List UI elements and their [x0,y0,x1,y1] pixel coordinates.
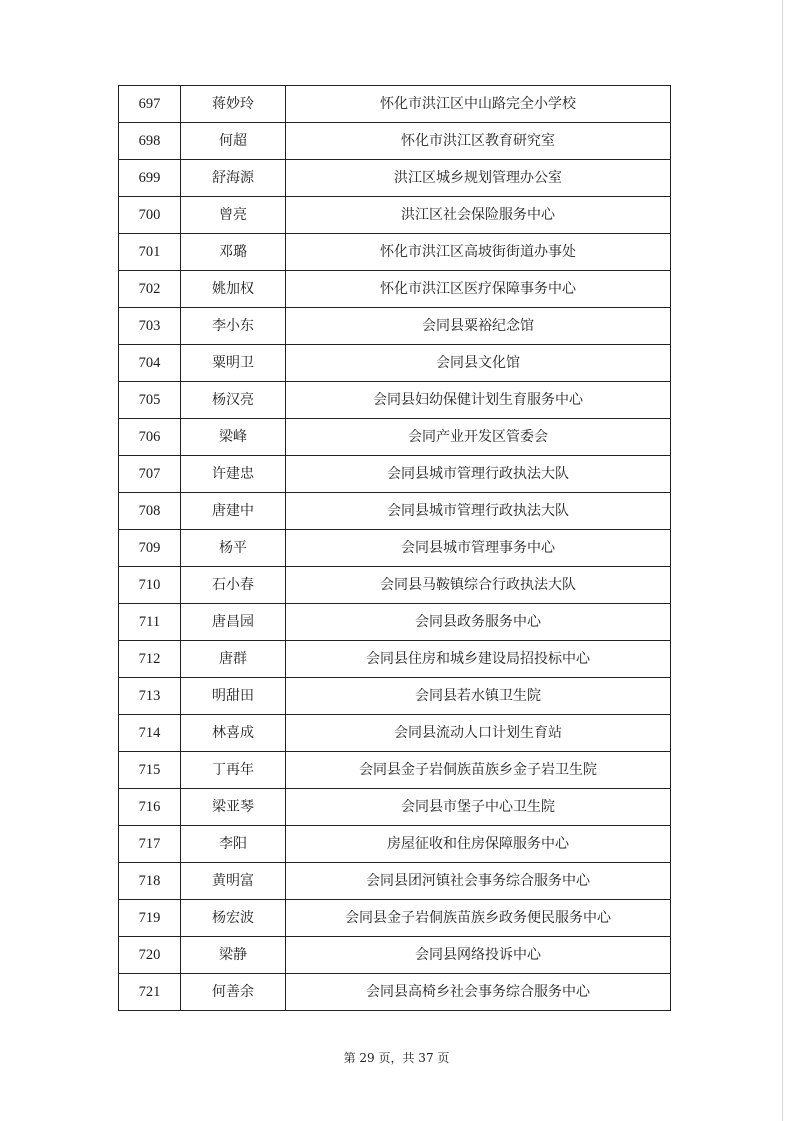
table-row [119,419,671,456]
organization-name: 会同县马鞍镇综合行政执法大队 [380,577,576,593]
row-number: 704 [138,354,161,371]
organization-name: 怀化市洪江区医疗保障事务中心 [380,281,576,297]
person-name: 蒋妙玲 [212,96,254,112]
row-number: 707 [138,465,161,482]
organization-cell [286,863,671,900]
table-row [119,604,671,641]
organization-cell [286,789,671,826]
organization-name: 会同县粟裕纪念馆 [422,318,534,334]
person-name: 杨宏波 [212,910,254,926]
row-number-cell [119,826,181,863]
row-number: 701 [138,243,161,260]
table-row [119,160,671,197]
row-number: 712 [138,650,161,667]
person-name-cell [181,641,286,678]
person-name: 唐群 [219,651,247,667]
person-name-cell [181,826,286,863]
row-number-cell [119,715,181,752]
person-name: 许建忠 [212,466,254,482]
person-name: 李小东 [212,318,254,334]
organization-cell [286,456,671,493]
person-name: 梁静 [219,947,247,963]
organization-name: 会同县城市管理行政执法大队 [387,466,569,482]
person-name: 曾亮 [219,207,247,223]
person-name-cell [181,234,286,271]
row-number-cell [119,382,181,419]
table-row [119,308,671,345]
row-number: 709 [138,539,161,556]
table-row [119,493,671,530]
person-name: 杨平 [219,540,247,556]
row-number-cell [119,900,181,937]
organization-name: 会同县市堡子中心卫生院 [401,799,555,815]
row-number: 717 [138,835,161,852]
person-name-cell [181,493,286,530]
person-name-cell [181,715,286,752]
table-row [119,974,671,1011]
page-footer [0,1049,793,1066]
person-name-cell [181,974,286,1011]
person-name: 杨汉亮 [212,392,254,408]
person-name-cell [181,678,286,715]
row-number-cell [119,308,181,345]
person-name-cell [181,530,286,567]
organization-cell [286,493,671,530]
organization-cell [286,937,671,974]
row-number-cell [119,937,181,974]
table-row [119,678,671,715]
organization-cell [286,715,671,752]
organization-name: 会同县团河镇社会事务综合服务中心 [366,873,590,889]
row-number: 716 [138,798,161,815]
person-name-cell [181,900,286,937]
row-number-cell [119,234,181,271]
row-number: 714 [138,724,161,741]
organization-name: 怀化市洪江区教育研究室 [401,133,555,149]
roster-table [118,85,671,1011]
organization-cell [286,197,671,234]
row-number-cell [119,863,181,900]
table-row [119,234,671,271]
organization-cell [286,530,671,567]
table-row [119,123,671,160]
organization-cell [286,271,671,308]
table-row [119,863,671,900]
person-name: 何超 [219,133,247,149]
organization-name: 会同县城市管理事务中心 [401,540,555,556]
row-number-cell [119,123,181,160]
organization-name: 会同县网络投诉中心 [415,947,541,963]
table-row [119,715,671,752]
organization-cell [286,123,671,160]
row-number: 702 [138,280,161,297]
organization-name: 会同县住房和城乡建设局招投标中心 [366,651,590,667]
person-name-cell [181,567,286,604]
organization-name: 会同县妇幼保健计划生育服务中心 [373,392,583,408]
organization-cell [286,308,671,345]
row-number-cell [119,530,181,567]
row-number: 708 [138,502,161,519]
row-number: 700 [138,206,161,223]
person-name-cell [181,752,286,789]
organization-cell [286,678,671,715]
person-name: 姚加权 [212,281,254,297]
row-number: 713 [138,687,161,704]
person-name-cell [181,345,286,382]
row-number: 697 [138,95,161,112]
row-number-cell [119,160,181,197]
organization-name: 洪江区社会保险服务中心 [401,207,555,223]
person-name: 明甜田 [212,688,254,704]
row-number-cell [119,678,181,715]
table-row [119,86,671,123]
page-edge-line [782,0,783,1121]
row-number-cell [119,456,181,493]
person-name: 丁再年 [212,762,254,778]
row-number-cell [119,197,181,234]
row-number: 711 [138,613,161,630]
table-row [119,345,671,382]
organization-cell [286,86,671,123]
person-name-cell [181,271,286,308]
table-row [119,641,671,678]
person-name-cell [181,197,286,234]
table-row [119,271,671,308]
organization-cell [286,752,671,789]
organization-cell [286,826,671,863]
table-row [119,826,671,863]
person-name-cell [181,456,286,493]
table-row [119,530,671,567]
row-number: 718 [138,872,161,889]
organization-cell [286,900,671,937]
row-number-cell [119,974,181,1011]
person-name-cell [181,86,286,123]
row-number: 710 [138,576,161,593]
organization-name: 会同县若水镇卫生院 [415,688,541,704]
person-name: 唐建中 [212,503,254,519]
row-number-cell [119,271,181,308]
row-number: 720 [138,946,161,963]
person-name: 李阳 [219,836,247,852]
table-row [119,456,671,493]
row-number: 705 [138,391,161,408]
table-row [119,382,671,419]
row-number: 699 [138,169,161,186]
organization-name: 会同县金子岩侗族苗族乡金子岩卫生院 [359,762,597,778]
person-name: 舒海源 [212,170,254,186]
row-number: 706 [138,428,161,445]
person-name: 梁峰 [219,429,247,445]
table-row [119,752,671,789]
person-name: 粟明卫 [212,355,254,371]
organization-name: 会同县政务服务中心 [415,614,541,630]
person-name-cell [181,123,286,160]
page-number-text: 第 29 页，共 37 页 [343,1051,450,1065]
organization-name: 会同县高椅乡社会事务综合服务中心 [366,984,590,1000]
organization-cell [286,641,671,678]
row-number-cell [119,86,181,123]
table-row [119,937,671,974]
row-number: 721 [138,983,161,1000]
person-name: 何善余 [212,984,254,1000]
table-row [119,197,671,234]
organization-name: 会同县城市管理行政执法大队 [387,503,569,519]
organization-cell [286,345,671,382]
organization-name: 会同县流动人口计划生育站 [394,725,562,741]
row-number: 703 [138,317,161,334]
person-name: 石小春 [212,577,254,593]
row-number: 719 [138,909,161,926]
row-number-cell [119,567,181,604]
person-name-cell [181,160,286,197]
person-name: 黄明富 [212,873,254,889]
organization-name: 会同县文化馆 [436,355,520,371]
person-name-cell [181,604,286,641]
organization-name: 会同产业开发区管委会 [408,429,548,445]
person-name: 邓璐 [219,244,247,260]
organization-cell [286,382,671,419]
table-row [119,900,671,937]
organization-name: 房屋征收和住房保障服务中心 [387,836,569,852]
organization-name: 会同县金子岩侗族苗族乡政务便民服务中心 [345,910,611,926]
person-name: 林喜成 [212,725,254,741]
organization-cell [286,974,671,1011]
person-name-cell [181,382,286,419]
person-name-cell [181,419,286,456]
row-number: 698 [138,132,161,149]
row-number-cell [119,345,181,382]
row-number: 715 [138,761,161,778]
organization-name: 怀化市洪江区高坡街街道办事处 [380,244,576,260]
table-row [119,789,671,826]
organization-name: 洪江区城乡规划管理办公室 [394,170,562,186]
organization-name: 怀化市洪江区中山路完全小学校 [380,96,576,112]
row-number-cell [119,789,181,826]
organization-cell [286,567,671,604]
row-number-cell [119,493,181,530]
person-name: 唐昌园 [212,614,254,630]
person-name: 梁亚琴 [212,799,254,815]
organization-cell [286,160,671,197]
person-name-cell [181,789,286,826]
person-name-cell [181,863,286,900]
row-number-cell [119,419,181,456]
table-row [119,567,671,604]
organization-cell [286,604,671,641]
organization-cell [286,419,671,456]
row-number-cell [119,641,181,678]
row-number-cell [119,752,181,789]
person-name-cell [181,937,286,974]
person-name-cell [181,308,286,345]
roster-table-body [119,86,671,1011]
organization-cell [286,234,671,271]
row-number-cell [119,604,181,641]
